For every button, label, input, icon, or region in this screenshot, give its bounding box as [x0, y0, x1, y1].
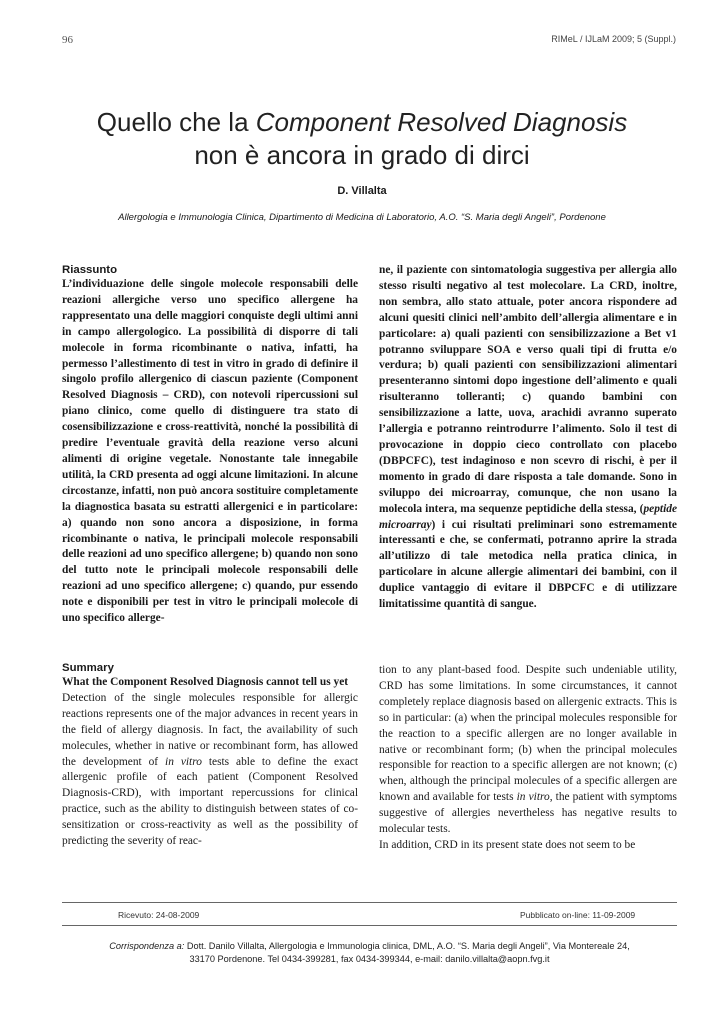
summary-right-part1: tion to any plant-based food. Despite such undeniable utility, CRD has some limitations. In some circumstances, it cannot completely replace diagnosis based on allergenic extracts. This is so in particular: (a) when the principal molecules responsible for the reaction to a specific allergen are no longer available in native or recombinant form; (b) when the principal molecules responsible for reaction to a specific allergen are not known; (c) when, although the principal molecules of a specific allergen are known and available for tests	[379, 664, 677, 804]
received-date: Ricevuto: 24-08-2009	[118, 910, 200, 920]
riassunto-right-part1: ne, il paziente con sintomatologia suggestiva per allergia allo stesso risulti negativo al test molecolare. La CRD, inoltre, non sembra, allo stato attuale, poter ancora rispondere ad alcuni quesiti clinici nell’ambito dell’allergia alimentare e in particolare: a) quali pazienti con sensibilizzazione a Bet v1 potranno sviluppare SOA e verso quali tipi di frutta e/o verdura; b) quali pazienti con sensibilizzazioni alimentari presenteranno sintomi dopo ingestione dell’alimento e quali risulteranno tolleranti; c) quando bambini con sensibilizzazione a latte, uova, arachidi avranno superato l’allergia e potranno reintrodurre l’alimento. Solo il test di provocazione in doppio cieco controllato con placebo (DBPCFC), test indaginoso e non scevro di rischi, è per il momento in grado di dare risposta a tale domande. Sono in sviluppo dei microarray, comunque, che non usano la molecola intera, ma sequenze peptidiche della stessa, (	[379, 264, 677, 515]
title-line2: non è ancora in grado di dirci	[194, 140, 530, 170]
riassunto-right-italic: peptide microarray	[379, 502, 677, 531]
summary-left-part1: Detection of the single molecules responsible for allergic reactions represents one of the major advances in recent years in the field of allergy diagnosis. In fact, the availability of such molecules, whether in native or recombinant form, has allowed the development of	[62, 691, 358, 768]
summary-right-italic: in vitro	[516, 791, 550, 804]
title-italic: Component Resolved Diagnosis	[255, 107, 628, 137]
riassunto-heading: Riassunto	[62, 264, 118, 276]
correspondence-text: Dott. Danilo Villalta, Allergologia e Immunologia clinica, DML, A.O. “S. Maria degli Angeli”, Via Montereale 24,	[184, 941, 630, 951]
riassunto-text-right	[379, 263, 677, 613]
riassunto-right-part2: ) i cui risultati preliminari sono estremamente interessanti e che, se confermati, potranno aprire la strada all’utilizzo di tale metodica nella pratica clinica, in particolare in alcune allergie alimentari dei bambini, con il duplice vantaggio di evitare il DBPCFC e di utilizzare limitatissime quantità di sangue.	[379, 518, 677, 611]
summary-right-part2: , the patient with symptoms suggestive of allergies nevertheless has negative results to molecular tests.	[379, 791, 677, 836]
riassunto-left-column	[62, 263, 358, 627]
riassunto-right-column	[379, 263, 677, 613]
riassunto-text-left: L’individuazione delle singole molecole responsabili delle reazioni allergiche verso uno specifico allergene ha rappresentato una delle maggiori conquiste degli ultimi anni in campo allergologico. La possibilità di disporre di tali molecole in forma ricombinante o nativa, infatti, ha permesso l’allestimento di test in vitro in grado di definire il singolo profilo allergenico di ciascun paziente (Component Resolved Diagnosis – CRD), con notevoli ripercussioni sul piano clinico, come quello di distinguere tra stato di cosensibilizzazione e cross-reattività, nonché la possibilità di predire l’eventuale gravità della reazione verso alcuni alimenti di origine vegetale. Nonostante tale innegabile utilità, la CRD presenta ad oggi alcune limitazioni. In alcune circostanze, infatti, non può ancora sostituire completamente la diagnostica basata su estratti allergenici e in particolare: a) quando non sono ancora a disposizione, in forma ricombinante o nativa, le principali molecole responsabili delle reazioni ad uno specifico allergene; b) quando non sono del tutto note le principali molecole responsabili delle reazioni ad uno specifico allergene; c) quando, pur essendo note e disponibili per test in vitro le principali molecole di uno specifico allerge-	[62, 278, 358, 625]
affiliation: Allergologia e Immunologia Clinica, Dipartimento di Medicina di Laboratorio, A.O. “S. Maria degli Angeli”, Pordenone	[118, 212, 606, 223]
summary-right-column	[379, 663, 677, 854]
summary-left-part2: tests able to define the exact allergenic profile of each patient (Component Resolved Diagnosis-CRD), with important repercussions for clinical practice, such as the ability to distinguish between states of co-sensitization or cross-reactivity as well as the possibility of predicting the severity of reac-	[62, 755, 358, 848]
summary-heading: Summary	[62, 662, 114, 674]
article-title	[0, 106, 724, 172]
summary-left-column	[62, 661, 358, 850]
correspondence-line2: 33170 Pordenone. Tel 0434-399281, fax 0434-399344, e-mail: danilo.villalta@aopn.fvg.it	[189, 954, 550, 964]
summary-text-left	[62, 691, 358, 850]
correspondence-label: Corrispondenza a:	[109, 941, 185, 951]
journal-reference: RIMeL / IJLaM 2009; 5 (Suppl.)	[551, 34, 676, 44]
published-date: Pubblicato on-line: 11-09-2009	[520, 910, 636, 920]
footer-top-rule	[62, 902, 677, 903]
footer-bottom-rule	[62, 925, 677, 926]
page-number: 96	[62, 34, 73, 46]
summary-text-right-para2: In addition, CRD in its present state does not seem to be	[379, 838, 636, 851]
author: D. Villalta	[337, 185, 387, 197]
summary-subtitle: What the Component Resolved Diagnosis cannot tell us yet	[62, 676, 349, 688]
summary-left-italic: in vitro	[165, 755, 202, 768]
correspondence	[62, 940, 677, 966]
summary-text-right	[379, 663, 677, 838]
title-part1: Quello che la	[96, 107, 256, 137]
